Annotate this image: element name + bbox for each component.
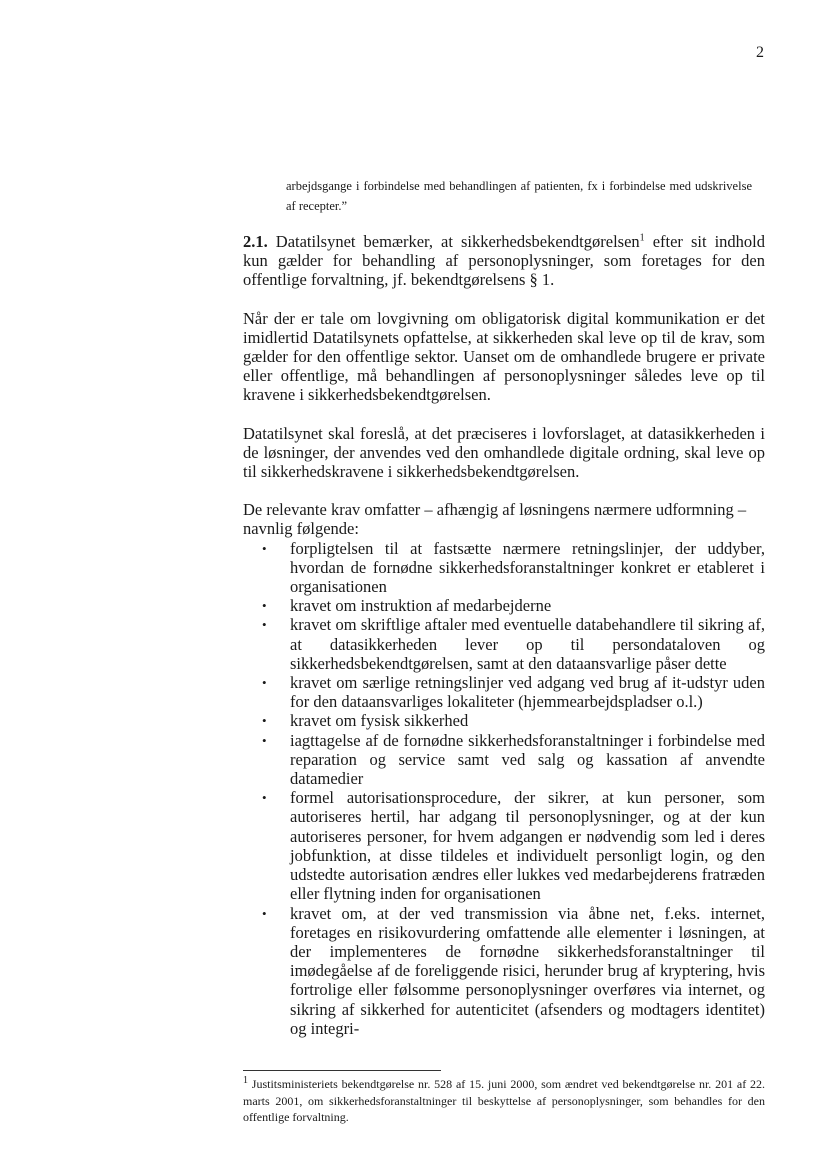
bullet-icon: • <box>262 905 267 921</box>
list-item-text: kravet om, at der ved transmission via åbne net, f.eks. internet, foretages en risikovurdering omfattende alle elementer i løsningen, at der implementeres de fornødne sikkerhedsforanstaltninger til imødegåelse af de foreliggende risici, herunder brug af kryptering, hvis fortrolige eller følsomme personoplysninger overføres via internet, og sikring af sikkerhed for autenticitet (afsenders og modtagers identitet) og integri- <box>290 903 765 1038</box>
list-item-text: kravet om særlige retningslinjer ved adgang ved brug af it-udstyr uden for den dataansvarliges lokaliteter (hjemmearbejdspladser o.l.) <box>290 673 765 712</box>
list-item <box>262 903 765 1038</box>
section-2-1-paragraph <box>243 232 765 290</box>
page-number: 2 <box>756 44 764 61</box>
list-item-text: kravet om skriftlige aftaler med eventuelle databehandlere til sikring af, at datasikkerheden lever op til persondataloven og sikkerhedsbekendtgørelsen, samt at den dataansvarlige påser dette <box>290 615 765 673</box>
bullet-icon: • <box>262 675 267 691</box>
bullet-icon: • <box>262 540 267 556</box>
section-text-part-1: Datatilsynet bemærker, at sikkerhedsbekendtgørelsen <box>267 232 640 251</box>
list-item <box>262 615 765 673</box>
list-intro: De relevante krav omfatter – afhængig af løsningens nærmere udformning – navnlig følgende: <box>243 500 747 539</box>
paragraph: Datatilsynet skal foreslå, at det præciseres i lovforslaget, at datasikkerheden i de løsninger, der anvendes ved den omhandlede digitale ordning, skal leve op til sikkerhedskravene i sikkerhedsbekendtgørelsen. <box>243 423 765 482</box>
list-item-text: kravet om fysisk sikkerhed <box>290 711 469 731</box>
list-item <box>262 538 765 597</box>
bullet-icon: • <box>262 598 267 614</box>
bullet-icon: • <box>262 617 267 633</box>
requirements-list <box>243 539 765 1038</box>
bullet-icon: • <box>262 790 267 806</box>
footnote-divider <box>243 1070 441 1071</box>
list-item-text: kravet om instruktion af medarbejderne <box>290 596 552 616</box>
quote-continuation: arbejdsgange i forbindelse med behandlingen af patienten, fx i forbindelse med udskrivelse af recepter.” <box>286 179 752 213</box>
list-item <box>262 788 765 904</box>
footnote <box>243 1076 765 1126</box>
bullet-icon: • <box>262 713 267 729</box>
list-item <box>262 596 765 616</box>
list-item <box>262 711 765 731</box>
paragraph: Når der er tale om lovgivning om obligatorisk digital kommunikation er det imidlertid Datatilsynets opfattelse, at sikkerheden skal leve op til de krav, som gælder for den offentlige sektor. Uanset om de omhandlede brugere er private eller offentlige, må behandlingen af personoplysninger således leve op til kravene i sikkerhedsbekendtgørelsen. <box>243 308 765 405</box>
body-text <box>243 232 765 1038</box>
list-item-text: formel autorisationsprocedure, der sikrer, at kun personer, som autoriseres hertil, har adgang til personoplysninger, og at der kun autoriseres personer, for hvem adgangen er nødvendig som led i deres jobfunktion, at disse tildeles et individuelt personligt login, og den udstedte autorisation ændres eller lukkes ved medarbejderens fratræden eller flytning inden for organisationen <box>290 788 765 904</box>
section-number: 2.1. <box>243 232 268 251</box>
footnote-reference[interactable]: 1 <box>639 232 645 244</box>
footnote-marker: 1 <box>243 1075 248 1086</box>
section-text-part-2: efter sit indhold kun gælder for behandling af personoplysninger, som foretages for den offentlige forvaltning, jf. bekendtgørelsens § 1. <box>243 232 766 290</box>
footnote-text: Justitsministeriets bekendtgørelse nr. 528 af 15. juni 2000, som ændret ved bekendtgørelse nr. 201 af 22. marts 2001, om sikkerhedsforanstaltninger til beskyttelse af personoplysninger, som behandles for den offentlige forvaltning. <box>243 1077 765 1124</box>
list-item <box>262 730 765 789</box>
list-item-text: iagttagelse af de fornødne sikkerhedsforanstaltninger i forbindelse med reparation og service samt ved salg og kassation af anvendte datamedier <box>290 730 765 789</box>
bullet-icon: • <box>262 732 267 748</box>
list-item <box>262 673 765 712</box>
list-item-text: forpligtelsen til at fastsætte nærmere retningslinjer, der uddyber, hvordan de fornødne sikkerhedsforanstaltninger konkret er etableret i organisationen <box>290 538 765 597</box>
